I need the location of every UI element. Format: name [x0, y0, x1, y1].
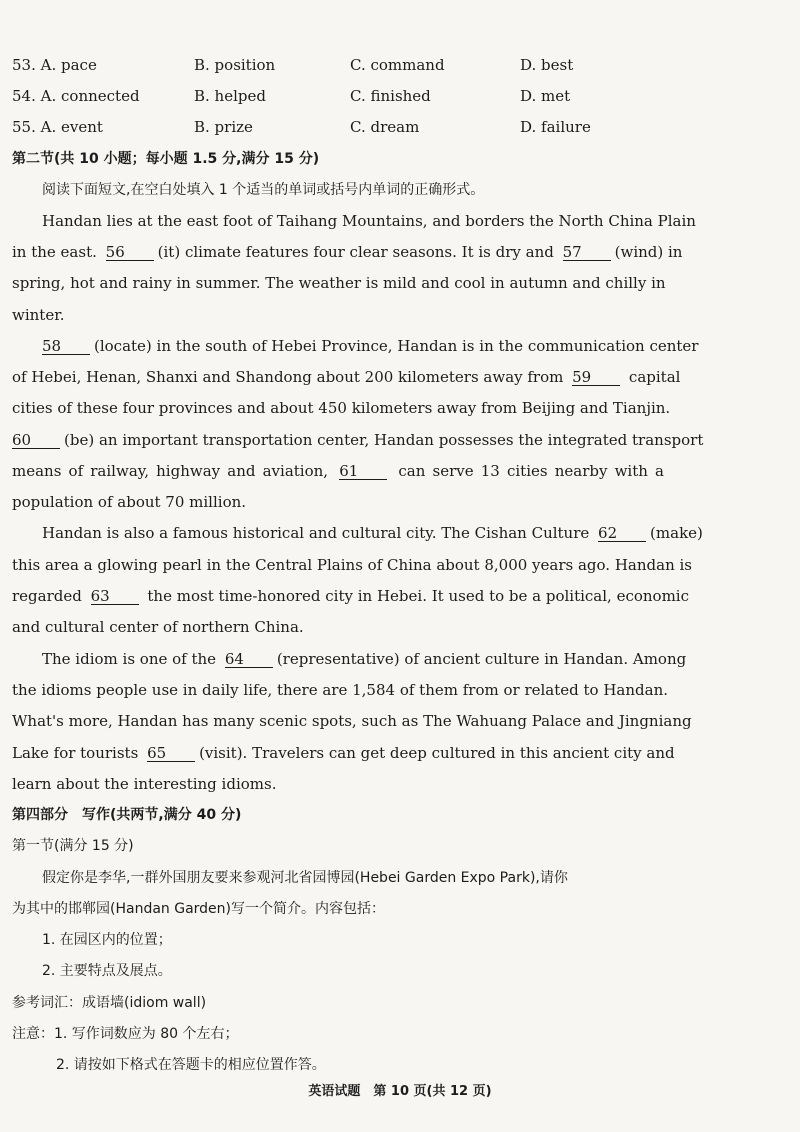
blank-59: 59 [572, 369, 620, 386]
option-54-c: C. finished [350, 87, 431, 105]
option-54-a: 54. A. connected [12, 87, 140, 105]
writing-item-1: 1. 在园区内的位置； [42, 932, 172, 948]
blank-65: 65 [147, 745, 195, 762]
passage-line: of Hebei, Henan, Shanxi and Shandong about 200 kilometers away from 59 capital [12, 368, 681, 386]
passage-line: in the east. 56 (it) climate features four clear seasons. It is dry and 57 (wind) in [12, 243, 683, 261]
passage-line: Handan lies at the east foot of Taihang Mountains, and borders the North China Plain [42, 212, 696, 230]
blank-58: 58 [42, 338, 90, 355]
option-55-d: D. failure [520, 118, 591, 136]
passage-line: winter. [12, 306, 65, 324]
writing-item-2: 2. 主要特点及展点。 [42, 963, 172, 979]
passage-line: What's more, Handan has many scenic spots, such as The Wahuang Palace and Jingniang [12, 712, 692, 730]
blank-64: 64 [225, 651, 273, 668]
passage-line: Handan is also a famous historical and cultural city. The Cishan Culture 62 (make) [42, 524, 703, 542]
option-55-c: C. dream [350, 118, 420, 136]
passage-line: Lake for tourists 65 (visit). Travelers can get deep cultured in this ancient city and [12, 744, 675, 762]
passage-line: spring, hot and rainy in summer. The weather is mild and cool in autumn and chilly in [12, 274, 666, 292]
passage-line: means of railway, highway and aviation, 61 can serve 13 cities nearby with a [12, 462, 664, 480]
passage-line: cities of these four provinces and about 450 kilometers away from Beijing and Tianjin. [12, 399, 671, 417]
passage-line: 60 (be) an important transportation center, Handan possesses the integrated transport [12, 431, 704, 449]
passage-line: learn about the interesting idioms. [12, 775, 277, 793]
note-1: 注意：1. 写作词数应为 80 个左右； [12, 1026, 239, 1042]
option-53-b: B. position [194, 56, 276, 74]
option-54-b: B. helped [194, 87, 266, 105]
page-footer: 英语试题 第 10 页(共 12 页) [308, 1084, 492, 1099]
blank-56: 56 [106, 244, 154, 261]
option-55-a: 55. A. event [12, 118, 103, 136]
writing-prompt-line1: 假定你是李华,一群外国朋友要来参观河北省园博园(Hebei Garden Expo Park),请你 [42, 870, 568, 886]
blank-61: 61 [339, 463, 387, 480]
vocabulary-note: 参考词汇：成语墙(idiom wall) [12, 995, 207, 1011]
passage-line: 58 (locate) in the south of Hebei Province, Handan is in the communication center [42, 337, 699, 355]
blank-60: 60 [12, 432, 60, 449]
option-55-b: B. prize [194, 118, 253, 136]
part4-heading: 第四部分 写作(共两节,满分 40 分) [12, 807, 242, 823]
writing-prompt-line2: 为其中的邯郸园(Handan Garden)写一个简介。内容包括： [12, 901, 386, 917]
option-54-d: D. met [520, 87, 571, 105]
blank-63: 63 [91, 588, 139, 605]
option-53-c: C. command [350, 56, 445, 74]
note-2: 2. 请按如下格式在答题卡的相应位置作答。 [56, 1057, 326, 1073]
part4-section1: 第一节(满分 15 分) [12, 838, 134, 854]
option-53-d: D. best [520, 56, 574, 74]
passage-line: the idioms people use in daily life, there are 1,584 of them from or related to Handan. [12, 681, 668, 699]
passage-line: The idiom is one of the 64 (representative) of ancient culture in Handan. Among [42, 650, 687, 668]
passage-line: regarded 63 the most time-honored city in Hebei. It used to be a political, economic [12, 587, 690, 605]
passage-line: population of about 70 million. [12, 493, 247, 511]
section2-instruction: 阅读下面短文,在空白处填入 1 个适当的单词或括号内单词的正确形式。 [42, 182, 485, 198]
blank-57: 57 [563, 244, 611, 261]
passage-line: this area a glowing pearl in the Central Plains of China about 8,000 years ago. Handan is [12, 556, 692, 574]
option-53-a: 53. A. pace [12, 56, 97, 74]
blank-62: 62 [598, 525, 646, 542]
passage-line: and cultural center of northern China. [12, 618, 304, 636]
section2-heading: 第二节(共 10 小题；每小题 1.5 分,满分 15 分) [12, 151, 320, 167]
